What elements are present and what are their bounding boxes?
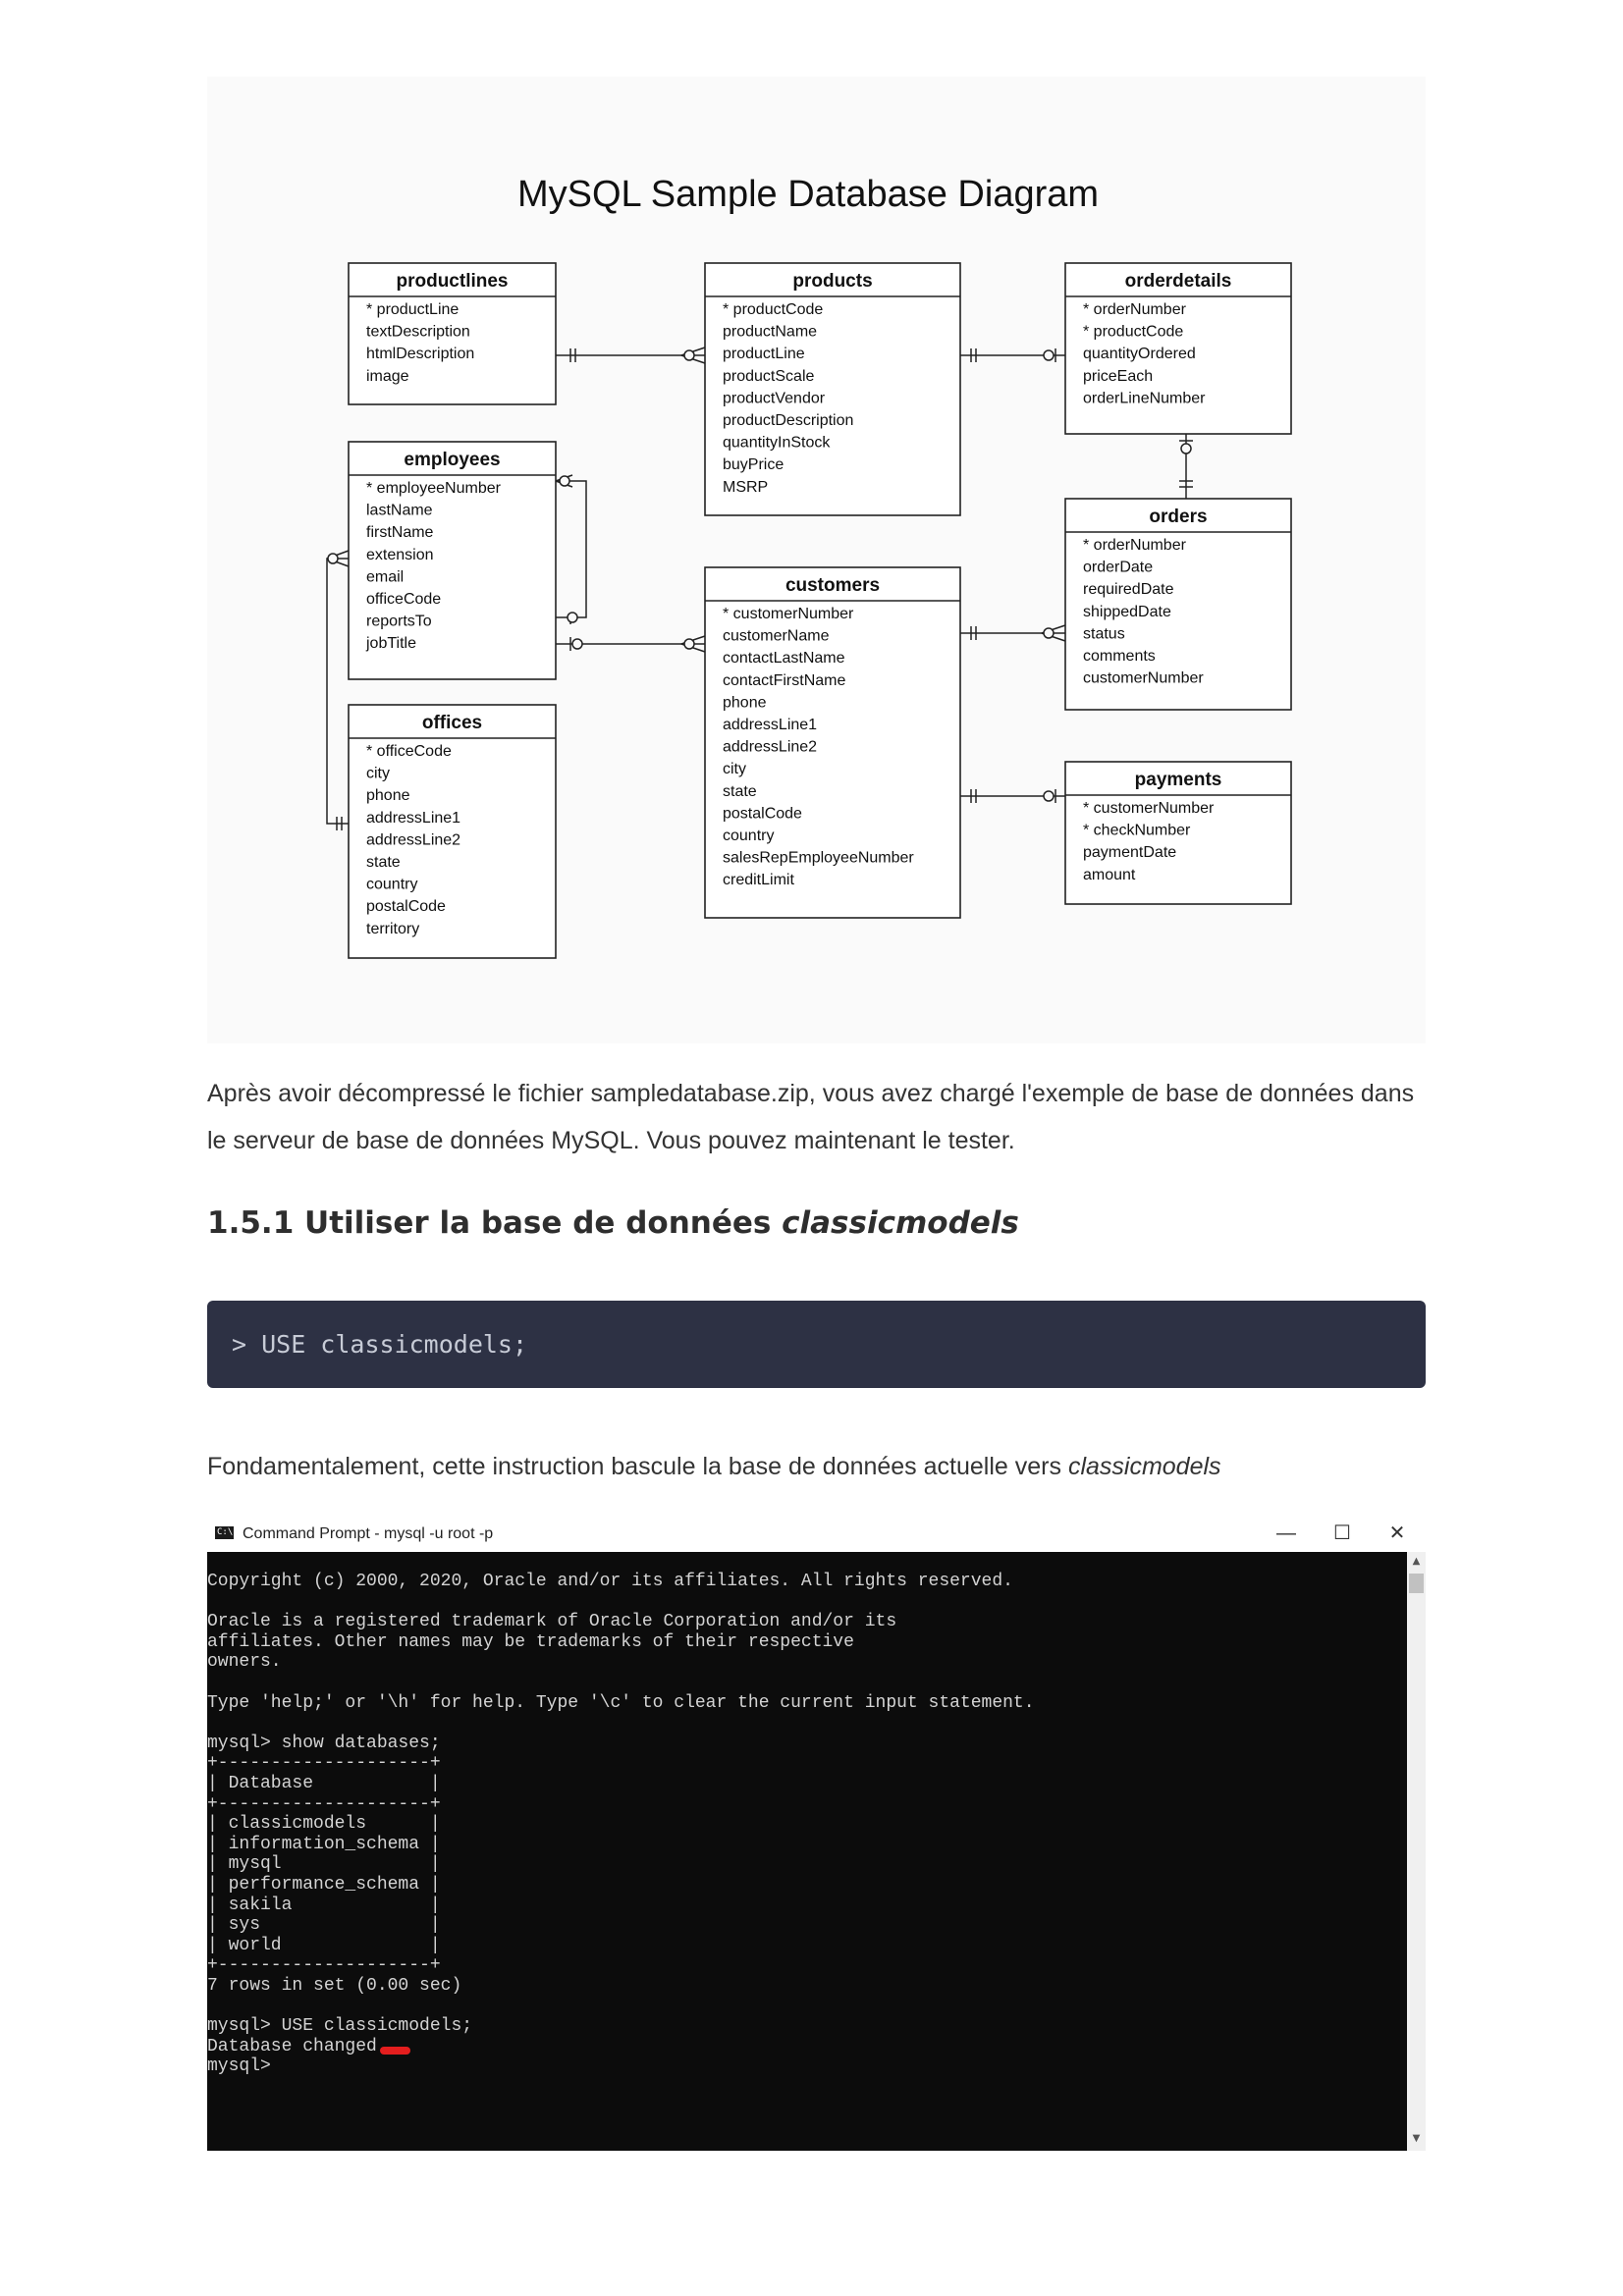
entity-field: shippedDate — [1083, 603, 1171, 620]
entity-field: quantityOrdered — [1083, 346, 1196, 363]
entity-field: customerNumber — [1083, 669, 1204, 687]
intro-paragraph: Après avoir décompressé le fichier sampledatabase.zip, vous avez chargé l'exemple de base de données dans le serveur de base de données MySQL. Vous pouvez maintenant le tester. — [207, 1080, 1415, 1154]
entity-offices — [349, 705, 556, 958]
entity-name: employees — [404, 450, 501, 470]
entity-field: country — [723, 828, 775, 844]
red-highlight-mark — [380, 2047, 410, 2055]
link-marker — [327, 551, 349, 830]
window-title: Command Prompt - mysql -u root -p — [243, 1525, 494, 1542]
entity-field: * orderNumber — [1083, 537, 1186, 554]
summary-text: Fondamentalement, cette instruction bascule la base de données actuelle vers — [207, 1453, 1061, 1480]
entity-field: orderLineNumber — [1083, 390, 1206, 407]
entity-field: lastName — [366, 502, 433, 519]
entity-field: buyPrice — [723, 456, 784, 474]
entity-field: postalCode — [366, 898, 446, 916]
entity-name: products — [792, 271, 873, 292]
database-diagram-figure — [207, 77, 1426, 1043]
console-output: Copyright (c) 2000, 2020, Oracle and/or its affiliates. All rights reserved. Oracle is a registered trademark of Oracle Corporation and/or its affiliates. Other names may be trademarks of their respective owners. Type 'help;' or '\h' for help. Type '\c' to clear the current input statement. mysql> show databases; +--------------------+ | Database | +--------------------+ | classicmodels | | information_schema | | mysql | | performance_schema | | sakila | | sys | | world | +--------------------+ 7 rows in set (0.00 sec) mysql> USE classicmodels; Database changed mysql> — [207, 1572, 1035, 2077]
entity-field: * checkNumber — [1083, 822, 1191, 839]
entity-field: productLine — [723, 346, 805, 363]
cmd-app-icon-label: C:\ — [217, 1527, 234, 1537]
scroll-down-icon[interactable]: ▼ — [1412, 2133, 1421, 2144]
entity-field: * productCode — [1083, 323, 1184, 341]
entity-field: * customerNumber — [723, 606, 854, 622]
minimize-icon[interactable]: — — [1276, 1522, 1296, 1544]
entity-field: jobTitle — [366, 635, 416, 653]
link-marker — [1044, 628, 1054, 638]
entity-field: productVendor — [723, 390, 826, 407]
entity-field: * productCode — [723, 301, 824, 318]
entity-field: amount — [1083, 866, 1136, 883]
entity-field: state — [366, 854, 401, 871]
entity-field: customerName — [723, 627, 830, 645]
link-marker — [328, 554, 338, 563]
entity-field: contactFirstName — [723, 671, 846, 689]
scroll-thumb[interactable] — [1409, 1574, 1424, 1593]
entity-field: * employeeNumber — [366, 480, 501, 497]
entity-field: phone — [366, 787, 410, 805]
entity-field: quantityInStock — [723, 434, 831, 452]
entity-field: addressLine2 — [723, 738, 818, 756]
entity-field: extension — [366, 546, 434, 563]
link-marker — [1044, 791, 1054, 801]
link-marker — [568, 613, 577, 622]
entity-name: customers — [784, 575, 881, 596]
entity-customers — [705, 567, 960, 918]
entity-field: productName — [723, 323, 818, 341]
entity-field: postalCode — [723, 805, 802, 823]
command-prompt-screenshot — [207, 1515, 1426, 2151]
link-marker — [556, 475, 572, 624]
maximize-icon[interactable]: ☐ — [1333, 1522, 1351, 1544]
entity-name: productlines — [396, 271, 509, 292]
entity-field: addressLine1 — [366, 809, 461, 827]
link-marker — [1181, 444, 1191, 454]
link-marker — [560, 476, 569, 486]
entity-payments — [1065, 762, 1291, 904]
section-heading — [207, 1205, 1019, 1241]
entity-field: priceEach — [1083, 367, 1154, 385]
entity-field: addressLine2 — [366, 831, 461, 849]
entity-field: productScale — [723, 367, 815, 385]
console-scrollbar[interactable] — [1407, 1552, 1426, 2151]
summary-paragraph — [207, 1443, 1426, 1490]
database-diagram — [207, 77, 1426, 1043]
entity-orders — [1065, 499, 1291, 710]
entity-name: payments — [1134, 770, 1222, 790]
entity-field: addressLine1 — [723, 717, 818, 733]
entity-field: productDescription — [723, 412, 854, 429]
entity-field: MSRP — [723, 478, 769, 496]
entity-field: reportsTo — [366, 613, 432, 630]
entity-field: city — [366, 765, 390, 782]
link-offices-employees — [327, 559, 349, 824]
entity-field: paymentDate — [1083, 844, 1177, 862]
entity-field: orderDate — [1083, 559, 1154, 576]
window-titlebar — [207, 1515, 1426, 1552]
entity-name: orderdetails — [1124, 271, 1232, 292]
link-marker — [572, 639, 582, 649]
entity-field: * customerNumber — [1083, 800, 1215, 817]
entity-field: image — [366, 367, 409, 385]
entity-field: officeCode — [366, 591, 442, 608]
entity-field: textDescription — [366, 323, 470, 341]
entity-field: * orderNumber — [1083, 301, 1186, 318]
entity-field: phone — [723, 694, 767, 712]
cmd-app-icon — [215, 1526, 234, 1539]
link-marker — [684, 350, 694, 360]
code-block: > USE classicmodels; — [207, 1301, 1426, 1388]
entity-field: status — [1083, 625, 1125, 643]
link-marker — [1044, 350, 1054, 360]
entity-products — [705, 263, 960, 515]
link-marker — [684, 639, 694, 649]
entity-field: comments — [1083, 648, 1156, 665]
scroll-up-icon[interactable]: ▲ — [1412, 1556, 1421, 1567]
entity-productlines — [349, 263, 556, 404]
diagram-title: MySQL Sample Database Diagram — [516, 174, 1100, 215]
entity-employees — [349, 442, 556, 679]
entity-name: offices — [421, 713, 483, 733]
entity-field: * officeCode — [366, 743, 452, 760]
entity-field: firstName — [366, 524, 434, 542]
entity-field: * productLine — [366, 301, 460, 318]
entity-field: requiredDate — [1083, 581, 1174, 599]
entity-field: creditLimit — [723, 872, 794, 889]
entity-field: city — [723, 761, 746, 778]
entity-name: orders — [1149, 507, 1208, 527]
entity-field: territory — [366, 920, 420, 937]
entity-orderdetails — [1065, 263, 1291, 434]
entity-field: state — [723, 782, 757, 800]
entity-field: email — [366, 568, 405, 586]
link-employees-self — [556, 481, 586, 617]
summary-db-name: classicmodels — [1067, 1453, 1221, 1480]
section-heading-db-name: classicmodels — [782, 1205, 1019, 1241]
section-heading-text: 1.5.1 Utiliser la base de données — [207, 1205, 772, 1241]
entity-field: htmlDescription — [366, 346, 475, 363]
entity-field: salesRepEmployeeNumber — [723, 849, 914, 867]
entity-field: country — [366, 876, 418, 893]
entity-field: contactLastName — [723, 650, 845, 667]
close-icon[interactable]: ✕ — [1388, 1522, 1406, 1544]
